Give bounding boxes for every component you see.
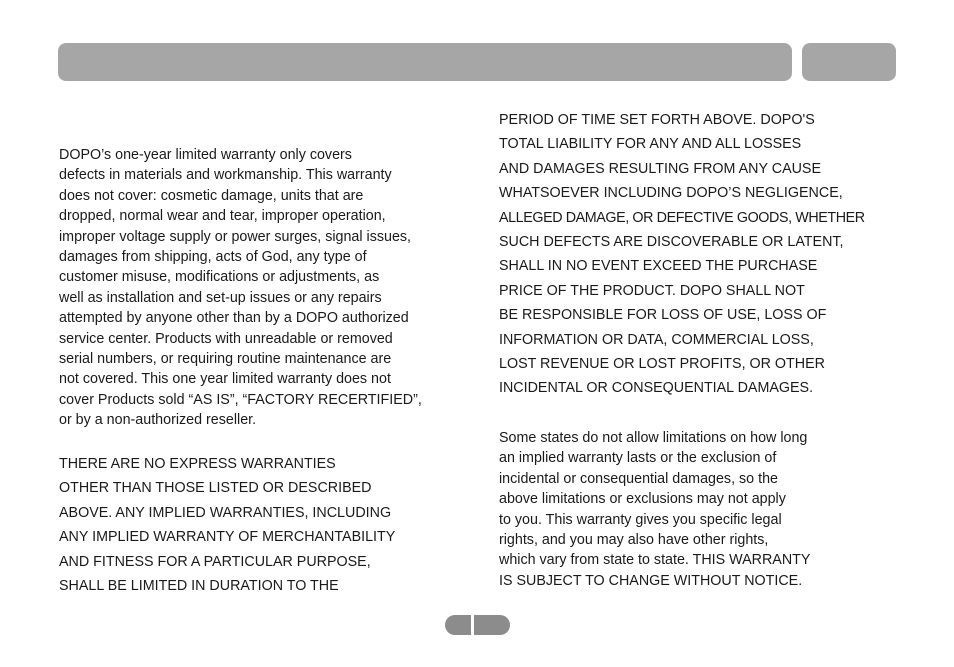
- text-line: PRICE OF THE PRODUCT. DOPO SHALL NOT: [499, 282, 805, 299]
- text-line: OTHER THAN THOSE LISTED OR DESCRIBED: [59, 480, 372, 497]
- text-line: damages from shipping, acts of God, any type of: [59, 249, 367, 266]
- text-line: customer misuse, modifications or adjustments, as: [59, 269, 380, 286]
- text-line: DOPO’s one-year limited warranty only covers: [59, 147, 352, 163]
- text-line: INCIDENTAL OR CONSEQUENTIAL DAMAGES.: [499, 380, 814, 397]
- text-line: attempted by anyone other than by a DOPO authorized: [59, 310, 409, 327]
- text-line: THERE ARE NO EXPRESS WARRANTIES: [59, 456, 336, 472]
- text-line: SUCH DEFECTS ARE DISCOVERABLE OR LATENT,: [499, 234, 844, 251]
- text-line: Some states do not allow limitations on how long: [499, 430, 808, 446]
- text-line: WHATSOEVER INCLUDING DOPO’S NEGLIGENCE,: [499, 185, 843, 202]
- text-line: BE RESPONSIBLE FOR LOSS OF USE, LOSS OF: [499, 307, 827, 324]
- text-line: above limitations or exclusions may not apply: [499, 491, 786, 508]
- header-tab: [802, 43, 896, 81]
- text-line: LOST REVENUE OR LOST PROFITS, OR OTHER: [499, 356, 825, 373]
- text-line: INFORMATION OR DATA, COMMERCIAL LOSS,: [499, 331, 814, 348]
- text-line: improper voltage supply or power surges, signal issues,: [59, 228, 412, 245]
- header-bar: [58, 43, 792, 81]
- text-line: cover Products sold “AS IS”, “FACTORY RECERTIFIED”,: [59, 391, 422, 408]
- text-line: not covered. This one year limited warranty does not: [59, 371, 391, 388]
- text-line: incidental or consequential damages, so the: [499, 470, 778, 487]
- text-line: an implied warranty lasts or the exclusion of: [499, 450, 777, 467]
- text-line: to you. This warranty gives you specific legal: [499, 511, 782, 528]
- text-line: rights, and you may also have other rights,: [499, 532, 769, 549]
- state-rights-paragraph: [499, 428, 810, 591]
- express-warranty-paragraph: [59, 452, 395, 598]
- text-line: PERIOD OF TIME SET FORTH ABOVE. DOPO'S: [499, 112, 815, 128]
- text-line: TOTAL LIABILITY FOR ANY AND ALL LOSSES: [499, 136, 802, 153]
- text-line: serial numbers, or requiring routine maintenance are: [59, 351, 392, 368]
- text-line: AND FITNESS FOR A PARTICULAR PURPOSE,: [59, 553, 371, 570]
- text-line: or by a non-authorized reseller.: [59, 412, 257, 429]
- liability-paragraph: [499, 108, 865, 401]
- text-line: SHALL BE LIMITED IN DURATION TO THE: [59, 578, 339, 595]
- text-line: ANY IMPLIED WARRANTY OF MERCHANTABILITY: [59, 529, 396, 546]
- text-line: service center. Products with unreadable or removed: [59, 330, 393, 347]
- text-line: defects in materials and workmanship. This warranty: [59, 167, 392, 184]
- text-line: IS SUBJECT TO CHANGE WITHOUT NOTICE.: [499, 572, 803, 589]
- page-indicator-left: [445, 615, 471, 635]
- text-line: which vary from state to state. THIS WARRANTY: [499, 552, 811, 569]
- text-line: dropped, normal wear and tear, improper operation,: [59, 208, 386, 225]
- text-line: AND DAMAGES RESULTING FROM ANY CAUSE: [499, 160, 822, 177]
- text-line: ALLEGED DAMAGE, OR DEFECTIVE GOODS, WHETHER: [499, 209, 865, 226]
- warranty-coverage-paragraph: [59, 145, 422, 431]
- page-indicator-right: [474, 615, 510, 635]
- text-line: SHALL IN NO EVENT EXCEED THE PURCHASE: [499, 258, 818, 275]
- text-line: well as installation and set-up issues or any repairs: [59, 289, 382, 306]
- text-line: does not cover: cosmetic damage, units that are: [59, 187, 364, 204]
- text-line: ABOVE. ANY IMPLIED WARRANTIES, INCLUDING: [59, 504, 392, 521]
